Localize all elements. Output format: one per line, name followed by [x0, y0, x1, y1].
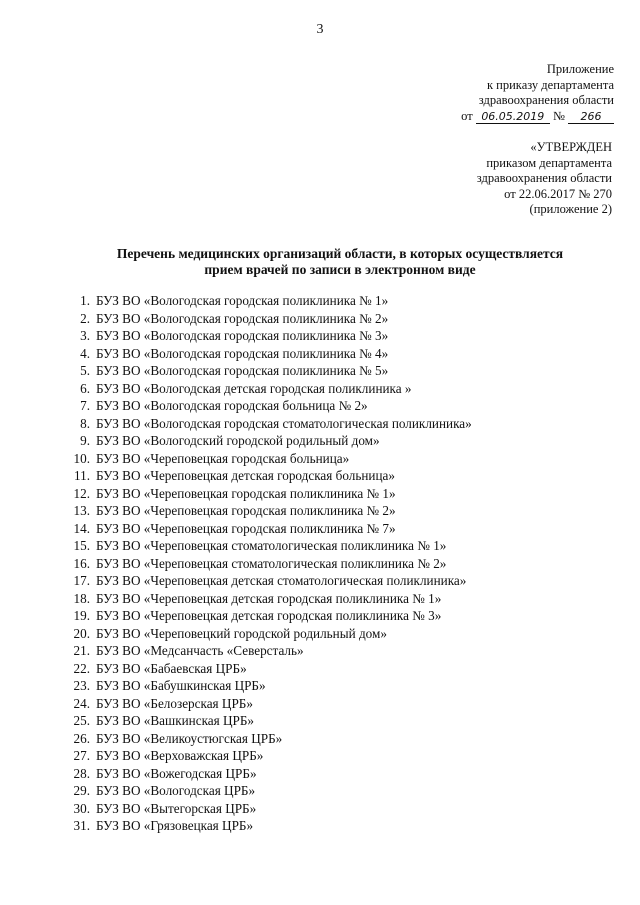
list-item-number: 30. — [73, 800, 90, 816]
list-item — [68, 782, 472, 800]
list-item-number: 12. — [73, 485, 90, 501]
list-item-text: БУЗ ВО «Вожегодская ЦРБ» — [96, 765, 257, 781]
list-item-text: БУЗ ВО «Череповецкая детская городская поликлиника № 3» — [96, 608, 442, 623]
list-item — [68, 467, 472, 485]
list-item — [68, 485, 472, 503]
list-item — [68, 660, 472, 678]
list-item-text: БУЗ ВО «Череповецкая детская городская больница» — [96, 468, 395, 483]
list-item — [68, 747, 472, 765]
list-item — [68, 397, 472, 415]
list-item-number: 27. — [73, 748, 90, 763]
list-item-number: 18. — [73, 590, 90, 606]
list-item-text: БУЗ ВО «Череповецкий городской родильный дом» — [96, 625, 387, 641]
list-item-text: БУЗ ВО «Череповецкая детская городская поликлиника № 1» — [96, 590, 442, 606]
page-number: 3 — [316, 22, 324, 37]
list-item-text: БУЗ ВО «Вологодская городская поликлиника № 4» — [96, 345, 389, 361]
list-item-text: БУЗ ВО «Вологодская детская городская поликлиника » — [96, 380, 412, 396]
list-item — [68, 345, 472, 363]
list-item-number: 9. — [80, 433, 90, 448]
list-item — [68, 327, 472, 345]
list-item-number: 22. — [73, 660, 90, 676]
list-item-number: 21. — [73, 643, 90, 658]
list-item-text: БУЗ ВО «Медсанчасть «Северсталь» — [96, 643, 304, 658]
list-item — [68, 730, 472, 748]
list-item-number: 14. — [73, 520, 90, 536]
list-item-text: БУЗ ВО «Вытегорская ЦРБ» — [96, 800, 257, 816]
list-item-number: 23. — [73, 678, 90, 693]
list-item-text: БУЗ ВО «Череповецкая детская стоматологическая поликлиника» — [96, 573, 467, 588]
order-from-label: от — [461, 108, 473, 123]
list-item-text: БУЗ ВО «Вашкинская ЦРБ» — [96, 713, 255, 728]
list-item-text: БУЗ ВО «Грязовецкая ЦРБ» — [96, 818, 254, 833]
approved-block — [477, 140, 612, 218]
order-date: 06.05.2019 — [476, 111, 550, 124]
list-item — [68, 520, 472, 538]
list-item-text: БУЗ ВО «Вологодская городская поликлиника № 5» — [96, 363, 389, 378]
list-item-number: 26. — [73, 730, 90, 746]
list-item — [68, 415, 472, 433]
list-item-text: БУЗ ВО «Череповецкая стоматологическая поликлиника № 2» — [96, 555, 447, 571]
order-number: 266 — [568, 111, 614, 124]
list-item-number: 2. — [80, 310, 90, 326]
list-item-number: 1. — [80, 293, 90, 308]
list-item-number: 7. — [80, 398, 90, 413]
list-item-text: БУЗ ВО «Вологодская городская поликлиника № 1» — [96, 293, 389, 308]
list-item-number: 29. — [73, 783, 90, 798]
list-item-text: БУЗ ВО «Вологодская городская стоматологическая поликлиника» — [96, 415, 472, 431]
list-item-text: БУЗ ВО «Верховажская ЦРБ» — [96, 748, 264, 763]
appendix-order-ref: к приказу департамента — [486, 77, 614, 92]
list-item-number: 24. — [73, 695, 90, 711]
list-item — [68, 572, 472, 590]
organization-list — [68, 292, 472, 835]
list-item-number: 15. — [73, 538, 90, 553]
list-item — [68, 432, 472, 450]
list-item — [68, 607, 472, 625]
list-item-number: 10. — [73, 450, 90, 466]
list-item-text: БУЗ ВО «Бабушкинская ЦРБ» — [96, 678, 266, 693]
list-item — [68, 817, 472, 835]
list-item-number: 3. — [80, 328, 90, 343]
order-number-label: № — [552, 108, 565, 123]
list-item-text: БУЗ ВО «Вологодская ЦРБ» — [96, 783, 256, 798]
approved-heading: «УТВЕРЖДЕН — [530, 140, 612, 154]
list-item — [68, 450, 472, 468]
list-item-number: 5. — [80, 363, 90, 378]
list-item — [68, 502, 472, 520]
list-item-text: БУЗ ВО «Череповецкая городская поликлиника № 1» — [96, 485, 396, 501]
list-item-number: 20. — [73, 625, 90, 641]
list-item-number: 31. — [73, 818, 90, 833]
list-item-text: БУЗ ВО «Вологодский городской родильный дом» — [96, 433, 380, 448]
list-item-text: БУЗ ВО «Череповецкая городская поликлиника № 7» — [96, 520, 396, 536]
list-item — [68, 310, 472, 328]
list-item — [68, 712, 472, 730]
list-item-text: БУЗ ВО «Великоустюгская ЦРБ» — [96, 730, 283, 746]
list-item-text: БУЗ ВО «Бабаевская ЦРБ» — [96, 660, 247, 676]
list-item-text: БУЗ ВО «Череповецкая стоматологическая поликлиника № 1» — [96, 538, 447, 553]
list-item-number: 13. — [73, 503, 90, 518]
title-line-2: прием врачей по записи в электронном виде — [204, 262, 476, 277]
list-item-number: 6. — [80, 380, 90, 396]
list-item-number: 19. — [73, 608, 90, 623]
approved-appendix: (приложение 2) — [529, 202, 612, 216]
appendix-label: Приложение — [546, 62, 614, 76]
list-item — [68, 590, 472, 608]
approved-date-number: от 22.06.2017 № 270 — [504, 186, 612, 201]
title-line-1: Перечень медицинских организаций области, в которых осуществляется — [116, 246, 564, 261]
list-item-text: БУЗ ВО «Вологодская городская больница № 2» — [96, 398, 368, 413]
list-item-number: 8. — [80, 415, 90, 431]
list-item — [68, 555, 472, 573]
list-item — [68, 537, 472, 555]
list-item — [68, 625, 472, 643]
list-item-number: 17. — [73, 573, 90, 588]
list-item — [68, 765, 472, 783]
appendix-order-line — [461, 109, 614, 125]
list-item-number: 4. — [80, 345, 90, 361]
list-item-number: 16. — [73, 555, 90, 571]
list-item — [68, 695, 472, 713]
list-item-text: БУЗ ВО «Вологодская городская поликлиника № 3» — [96, 328, 389, 343]
approved-department: здравоохранения области — [476, 171, 612, 185]
list-item — [68, 380, 472, 398]
list-item — [68, 292, 472, 310]
list-item-number: 25. — [73, 713, 90, 728]
list-item-text: БУЗ ВО «Вологодская городская поликлиника № 2» — [96, 310, 389, 326]
list-item-text: БУЗ ВО «Череповецкая городская больница» — [96, 450, 350, 466]
list-item-number: 28. — [73, 765, 90, 781]
appendix-block — [461, 62, 614, 124]
list-item — [68, 362, 472, 380]
approved-order: приказом департамента — [486, 155, 612, 170]
document-title — [40, 246, 640, 278]
list-item — [68, 800, 472, 818]
list-item-text: БУЗ ВО «Белозерская ЦРБ» — [96, 695, 253, 711]
appendix-department: здравоохранения области — [478, 93, 614, 107]
list-item-number: 11. — [74, 468, 90, 483]
list-item-text: БУЗ ВО «Череповецкая городская поликлиника № 2» — [96, 503, 396, 518]
list-item — [68, 642, 472, 660]
list-item — [68, 677, 472, 695]
